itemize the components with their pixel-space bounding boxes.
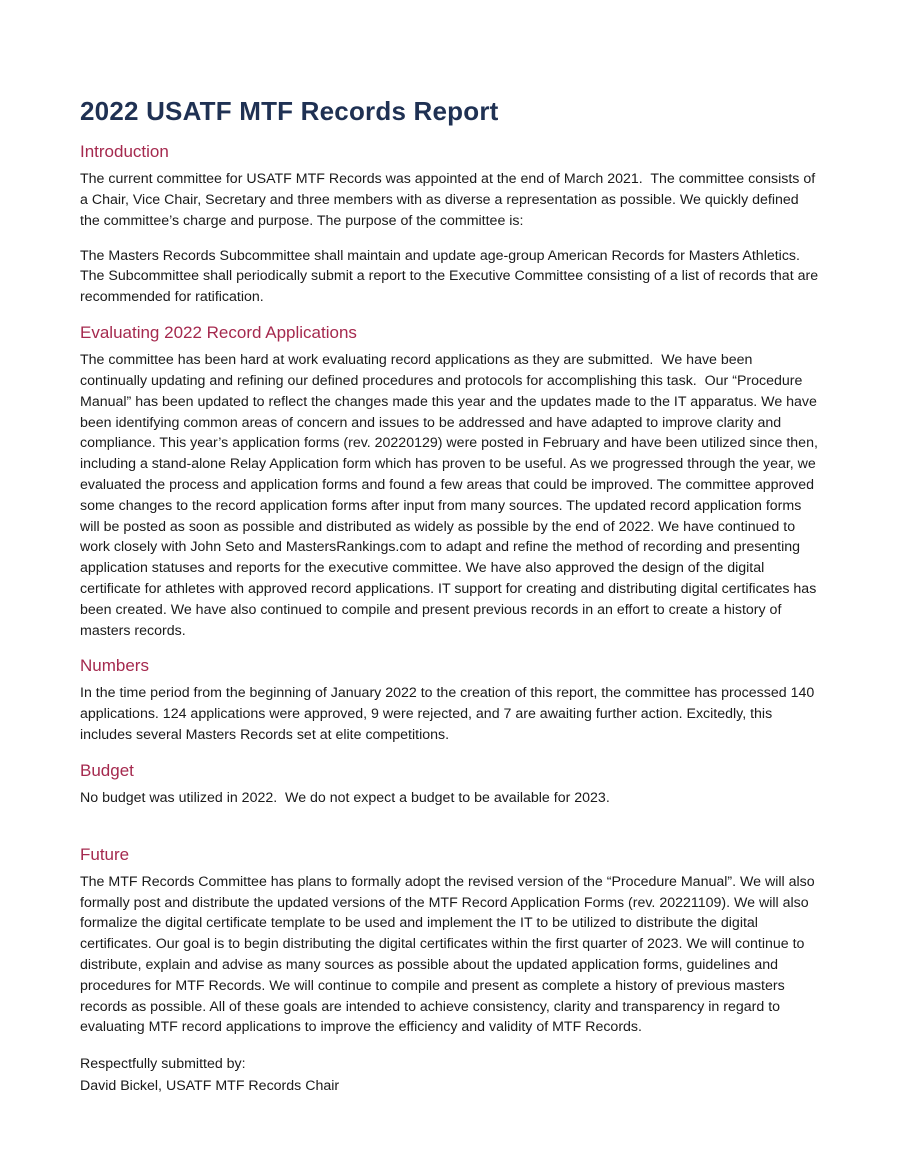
section-heading-budget: Budget	[80, 760, 134, 780]
paragraph: The MTF Records Committee has plans to formally adopt the revised version of the “Procedure Manual”. We will also formally post and distribute the updated versions of the MTF Record Application Forms (rev. 20221109). We will also formalize the digital certificate template to be used and implement the IT to be utilized to distribute the digital certificates. Our goal is to begin distributing the digital certificates within the first quarter of 2023. We will continue to distribute, explain and advise as many sources as possible about the updated application forms, guidelines and procedures for MTF Records. We will continue to compile and present as complete a history of previous masters records as possible. All of these goals are intended to achieve consistency, clarity and transparency in regard to evaluating MTF record applications to improve the efficiency and validity of MTF Records.	[80, 873, 819, 1036]
section-heading-numbers: Numbers	[80, 656, 149, 676]
signature-line-2: David Bickel, USATF MTF Records Chair	[80, 1077, 340, 1094]
page-title: 2022 USATF MTF Records Report	[80, 96, 499, 126]
section-future	[80, 844, 820, 1038]
paragraph: The committee has been hard at work evaluating record applications as they are submitted. We have been continually updating and refining our defined procedures and protocols for accomplishing this task. Our “Procedure Manual” has been updated to reflect the changes made this year and the updates made to the IT apparatus. We have been identifying common areas of concern and issues to be addressed and have adapted to improve clarity and compliance. This year’s application forms (rev. 20220129) were posted in February and have been utilized since then, including a stand-alone Relay Application form which has proven to be useful. As we progressed through the year, we evaluated the process and application forms and found a few areas that could be improved. The committee approved some changes to the record application forms after input from many sources. The updated record application forms will be posted as soon as possible and distributed as widely as possible by the end of 2022. We have continued to work closely with John Seto and MastersRankings.com to adapt and refine the method of recording and presenting application statuses and reports for the executive committee. We have also approved the design of the digital certificate for athletes with approved record applications. IT support for creating and distributing digital certificates has been created. We have also continued to compile and present previous records in an effort to create a history of masters records.	[80, 352, 822, 639]
signature-line-1: Respectfully submitted by:	[80, 1056, 246, 1073]
section-numbers	[80, 655, 820, 745]
paragraph: In the time period from the beginning of January 2022 to the creation of this report, the committee has processed 140 applications. 124 applications were approved, 9 were rejected, and 7 are awaiting further action. Excitedly, this includes several Masters Records set at elite competitions.	[80, 685, 819, 743]
paragraph: The current committee for USATF MTF Records was appointed at the end of March 2021. The committee consists of a Chair, Vice Chair, Secretary and three members with as diverse a representation as possible. We quickly defined the committee’s charge and purpose. The purpose of the committee is:	[80, 171, 820, 229]
paragraph: The Masters Records Subcommittee shall maintain and update age-group American Records for Masters Athletics. The Subcommittee shall periodically submit a report to the Executive Committee consisting of a list of records that are recommended for ratification.	[80, 247, 823, 306]
section-evaluating-2022-record-applications	[80, 322, 820, 641]
paragraph: No budget was utilized in 2022. We do not expect a budget to be available for 2023.	[80, 789, 610, 806]
section-heading-future: Future	[80, 844, 130, 864]
section-heading-introduction: Introduction	[80, 142, 169, 162]
signature-block	[80, 1054, 820, 1097]
section-introduction	[80, 141, 823, 308]
section-budget	[80, 760, 820, 809]
section-heading-evaluating: Evaluating 2022 Record Applications	[80, 323, 357, 343]
